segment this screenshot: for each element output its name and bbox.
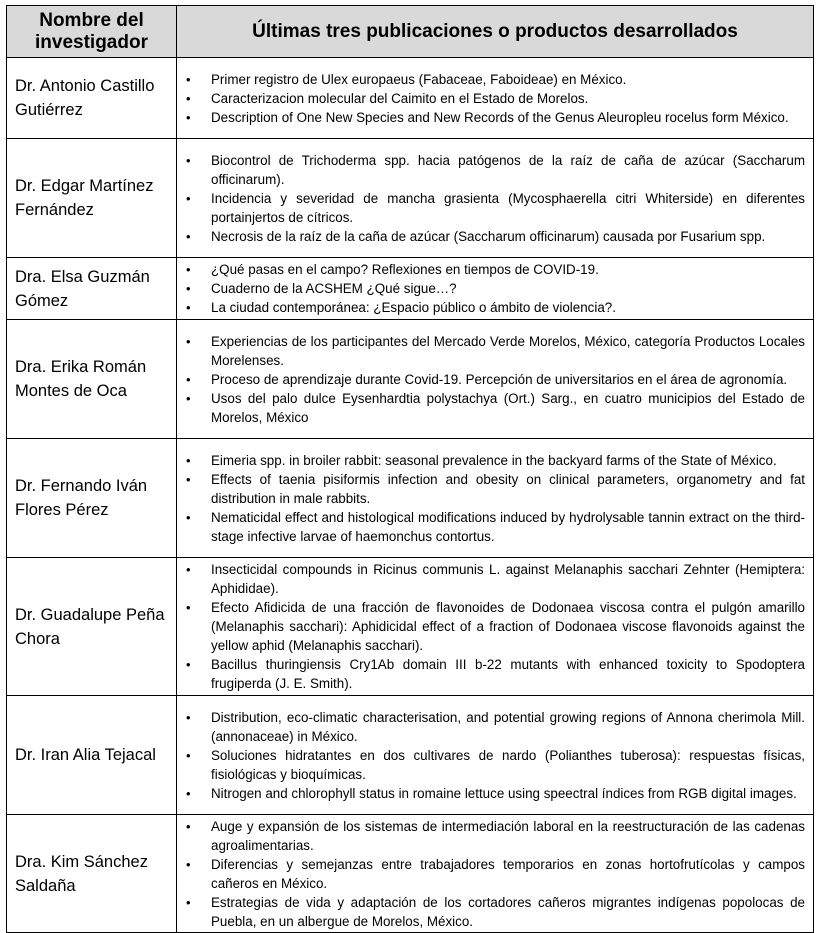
publication-item: • Primer registro de Ulex europaeus (Fabaceae, Faboideae) en México.	[211, 70, 805, 89]
researcher-name-line: Chora	[15, 629, 60, 648]
table-row	[7, 58, 814, 139]
researcher-name-line: Gómez	[15, 291, 69, 310]
publication-item: • Distribution, eco-climatic characterisation, and potential growing regions of Annona cherimola Mill. (annonaceae) in México.	[211, 708, 805, 746]
publication-item: • Bacillus thuringiensis Cry1Ab domain III b-22 mutants with enhanced toxicity to Spodoptera frugiperda (J. E. Smith).	[211, 655, 805, 693]
publication-item: • Cuaderno de la ACSHEM ¿Qué sigue…?	[211, 279, 805, 298]
publications-cell	[177, 696, 814, 815]
table-body	[7, 6, 814, 933]
publication-item: • Caracterizacion molecular del Caimito en el Estado de Morelos.	[211, 89, 805, 108]
publications-cell	[177, 815, 814, 933]
publications-cell	[177, 320, 814, 439]
header-publications-column: Últimas tres publicaciones o productos desarrollados	[177, 6, 814, 58]
table-row	[7, 439, 814, 558]
publications-list	[177, 260, 805, 317]
publications-cell	[177, 58, 814, 139]
publication-item: • Necrosis de la raíz de la caña de azúcar (Saccharum officinarum) causada por Fusarium spp.	[211, 227, 805, 246]
publication-item: • Nitrogen and chlorophyll status in romaine lettuce using speectral índices from RGB digital images.	[211, 784, 805, 803]
publication-item: • Estrategias de vida y adaptación de los cortadores cañeros migrantes indígenas popolocas de Puebla, en un albergue de Morelos, México.	[211, 893, 805, 931]
publication-item: • Experiencias de los participantes del Mercado Verde Morelos, México, categoría Productos Locales Morelenses.	[211, 332, 805, 370]
publication-item: • Soluciones hidratantes en dos cultivares de nardo (Polianthes tuberosa): respuestas físicas, fisiológicas y bioquímicas.	[211, 746, 805, 784]
researcher-name-line: Flores Pérez	[15, 501, 109, 519]
researcher-name-line: Dr. Iran Alia Tejacal	[15, 746, 156, 764]
researcher-name-cell	[7, 58, 177, 139]
header-name-line-2: investigador	[35, 31, 148, 53]
researcher-name-line: Gutiérrez	[15, 101, 83, 119]
researchers-table	[6, 5, 814, 933]
researcher-name-cell	[7, 696, 177, 815]
researcher-name-cell	[7, 258, 177, 320]
publication-item: • Biocontrol de Trichoderma spp. hacia patógenos de la raíz de caña de azúcar (Saccharum officinarum).	[211, 151, 805, 189]
publication-item: • Description of One New Species and New Records of the Genus Aleuropleu rocelus form México.	[211, 108, 805, 127]
researcher-name-cell	[7, 439, 177, 558]
publication-item: • Effects of taenia pisiformis infection and obesity on clinical parameters, organometry and fat distribution in male rabbits.	[211, 470, 805, 508]
researcher-name-line: Dr. Antonio Castillo	[15, 77, 155, 95]
table-row	[7, 320, 814, 439]
researcher-name-line: Saldaña	[15, 876, 76, 895]
table-row	[7, 696, 814, 815]
publications-list	[177, 332, 805, 427]
publication-item: • Nematicidal effect and histological modifications induced by hydrolysable tannin extract on the third-stage infective larvae of haemonchus contortus.	[211, 508, 805, 546]
researcher-name-line: Dra. Elsa Guzmán	[15, 267, 150, 286]
researcher-name-cell	[7, 320, 177, 439]
publications-list	[177, 151, 805, 246]
researcher-name-line: Fernández	[15, 201, 94, 219]
publications-list	[177, 70, 805, 127]
publication-item: • Insecticidal compounds in Ricinus communis L. against Melanaphis sacchari Zehnter (Hemiptera: Aphididae).	[211, 560, 805, 598]
publication-item: • Efecto Afidicida de una fracción de flavonoides de Dodonaea viscosa contra el pulgón amarillo (Melanaphis sacchari): Aphidicidal effect of a fraction of Dodonaea viscose flavonoids against the yellow aphid (Melanaphis sacchari).	[211, 598, 805, 655]
header-row	[7, 6, 814, 58]
researcher-name-cell	[7, 139, 177, 258]
publications-list	[177, 817, 805, 931]
researcher-name-line: Dr. Edgar Martínez	[15, 177, 154, 195]
publications-cell	[177, 258, 814, 320]
researcher-name-cell	[7, 815, 177, 933]
header-name-line-1: Nombre del	[39, 9, 144, 31]
publications-cell	[177, 558, 814, 696]
publication-item: • Diferencias y semejanzas entre trabajadores temporarios en zonas hortofrutícolas y campos cañeros en México.	[211, 855, 805, 893]
publication-item: • La ciudad contemporánea: ¿Espacio público o ámbito de violencia?.	[211, 298, 805, 317]
publications-cell	[177, 439, 814, 558]
header-name-column	[7, 6, 177, 58]
publications-list	[177, 560, 805, 693]
publications-cell	[177, 139, 814, 258]
researcher-name-line: Dra. Kim Sánchez	[15, 852, 148, 871]
researcher-name-line: Montes de Oca	[15, 382, 127, 400]
publication-item: • ¿Qué pasas en el campo? Reflexiones en tiempos de COVID-19.	[211, 260, 805, 279]
publication-item: • Eimeria spp. in broiler rabbit: seasonal prevalence in the backyard farms of the State of México.	[211, 451, 805, 470]
publication-item: • Usos del palo dulce Eysenhardtia polystachya (Ort.) Sarg., en cuatro municipios del Estado de Morelos, México	[211, 389, 805, 427]
table-row	[7, 558, 814, 696]
publication-item: • Incidencia y severidad de mancha grasienta (Mycosphaerella citri Whiterside) en diferentes portainjertos de cítricos.	[211, 189, 805, 227]
publications-list	[177, 708, 805, 803]
researcher-name-line: Dr. Guadalupe Peña	[15, 605, 165, 624]
table-row	[7, 139, 814, 258]
researcher-name-line: Dra. Erika Román	[15, 358, 147, 376]
researcher-name-cell	[7, 558, 177, 696]
publication-item: • Auge y expansión de los sistemas de intermediación laboral en la reestructuración de las cadenas agroalimentarias.	[211, 817, 805, 855]
researcher-name-line: Dr. Fernando Iván	[15, 477, 148, 495]
table-row	[7, 258, 814, 320]
publication-item: • Proceso de aprendizaje durante Covid-19. Percepción de universitarios en el área de agronomía.	[211, 370, 805, 389]
publications-list	[177, 451, 805, 546]
table-row	[7, 815, 814, 933]
